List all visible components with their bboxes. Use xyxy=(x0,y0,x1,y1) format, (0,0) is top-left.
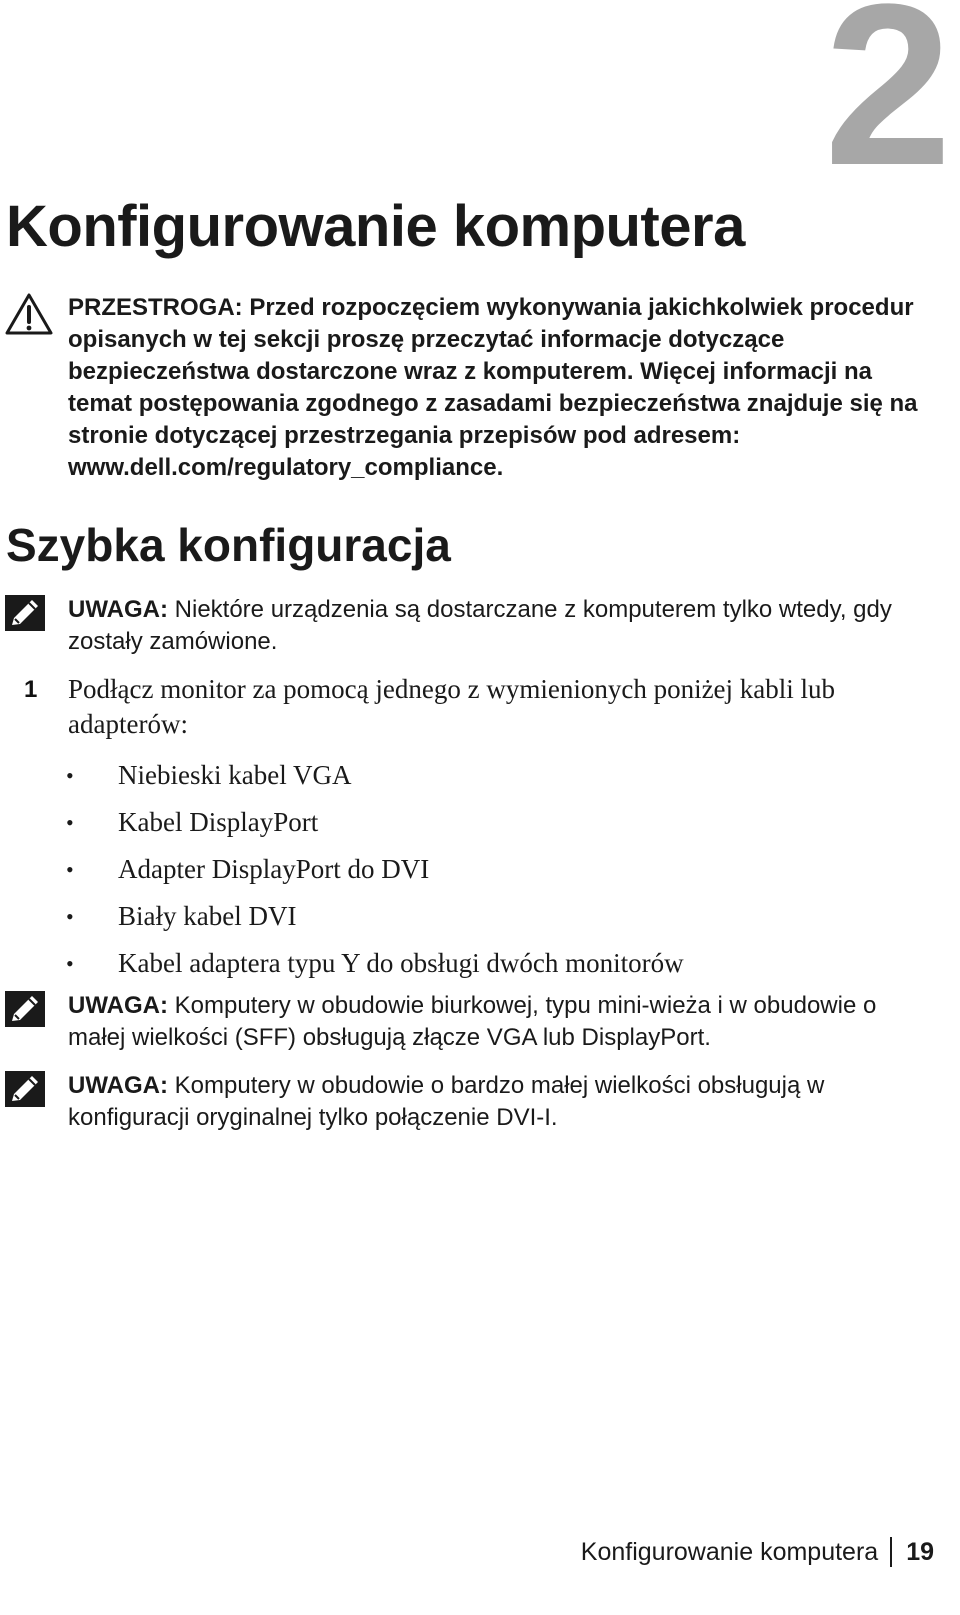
section-title: Szybka konfiguracja xyxy=(6,519,451,571)
cable-list xyxy=(0,752,930,987)
caution-notice xyxy=(0,292,940,484)
bullet-icon: • xyxy=(66,810,74,835)
list-item: • Kabel DisplayPort xyxy=(0,799,930,846)
page-footer xyxy=(581,1534,934,1570)
warning-triangle-icon xyxy=(4,292,54,341)
note-label: UWAGA: xyxy=(68,596,168,623)
step-text: Podłącz monitor za pomocą jednego z wymienionych poniżej kabli lub adapterów: xyxy=(68,674,836,739)
step-1 xyxy=(0,672,930,987)
pencil-note-icon xyxy=(4,1070,46,1113)
note-1 xyxy=(0,594,940,658)
note-text: Komputery w obudowie biurkowej, typu mini-wieża i w obudowie o małej wielkości (SFF) obsługują złącze VGA lub DisplayPort. xyxy=(68,992,877,1051)
list-item: • Niebieski kabel VGA xyxy=(0,752,930,799)
page-number: 19 xyxy=(906,1537,934,1566)
bullet-icon: • xyxy=(66,951,74,976)
bullet-icon: • xyxy=(66,904,74,929)
chapter-number: 2 xyxy=(824,0,952,213)
bullet-icon: • xyxy=(66,763,74,788)
note-2 xyxy=(0,990,940,1054)
list-item: • Adapter DisplayPort do DVI xyxy=(0,846,930,893)
caution-text: PRZESTROGA: Przed rozpoczęciem wykonywania jakichkolwiek procedur opisanych w tej sekcji proszę przeczytać informacje dotyczące bezpieczeństwa dostarczone wraz z komputerem. Więcej informacji na temat postępowania zgodnego z zasadami bezpieczeństwa znajduje się na stronie dotyczącej przestrzegania przepisów pod adresem: www.dell.com/regulatory_compliance. xyxy=(68,294,918,481)
footer-divider xyxy=(890,1537,892,1567)
pencil-note-icon xyxy=(4,990,46,1033)
list-item: • Biały kabel DVI xyxy=(0,893,930,940)
note-label: UWAGA: xyxy=(68,992,168,1019)
pencil-note-icon xyxy=(4,594,46,637)
footer-title: Konfigurowanie komputera xyxy=(580,1537,879,1566)
note-label: UWAGA: xyxy=(68,1072,168,1099)
list-item: • Kabel adaptera typu Y do obsługi dwóch monitorów xyxy=(0,940,930,987)
bullet-icon: • xyxy=(66,857,74,882)
note-text: Niektóre urządzenia są dostarczane z komputerem tylko wtedy, gdy zostały zamówione. xyxy=(68,596,892,655)
note-3 xyxy=(0,1070,940,1134)
chapter-title: Konfigurowanie komputera xyxy=(6,194,745,259)
note-text: Komputery w obudowie o bardzo małej wielkości obsługują w konfiguracji oryginalnej tylko połączenie DVI-I. xyxy=(68,1072,825,1131)
step-number: 1 xyxy=(24,676,38,703)
